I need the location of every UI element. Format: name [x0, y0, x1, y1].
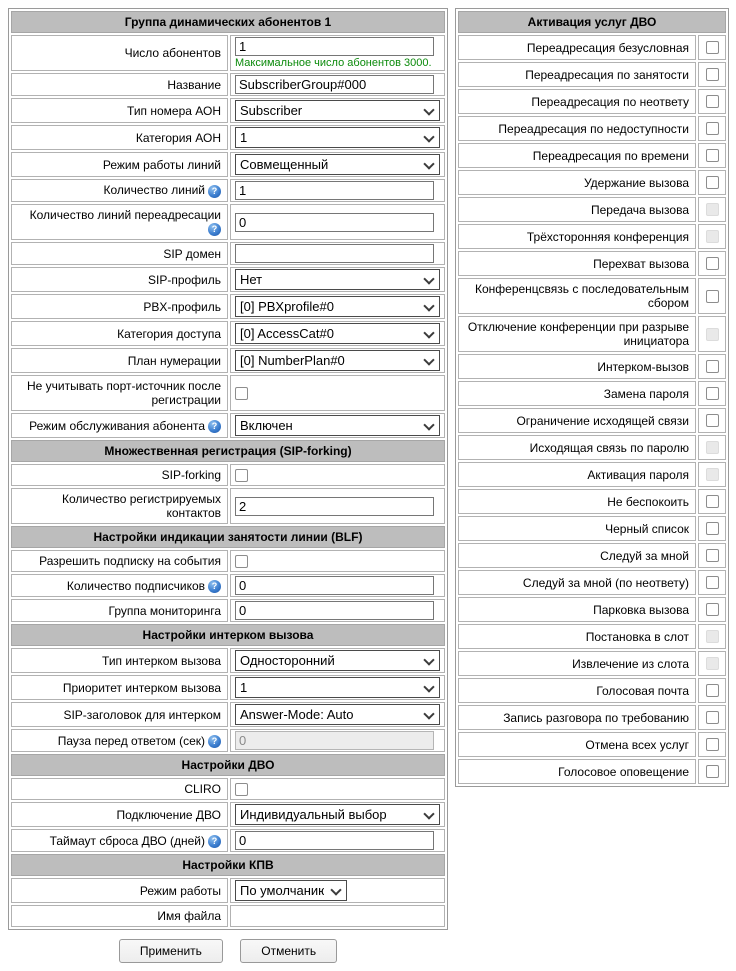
service-row: [458, 35, 726, 60]
service-label: Постановка в слот: [585, 629, 689, 644]
service-checkbox[interactable]: [706, 95, 719, 108]
service-checkbox[interactable]: [706, 414, 719, 427]
service-label: Отключение конференции при разрыве инициатора: [467, 320, 689, 348]
sip-profile-label: SIP-профиль: [147, 272, 221, 287]
subscriber-count-label: Число абонентов: [124, 46, 221, 60]
lines-mode-label: Режим работы линий: [102, 157, 221, 172]
service-checkbox[interactable]: [706, 290, 719, 303]
service-checkbox: [706, 630, 719, 643]
service-label: Исходящая связь по паролю: [529, 440, 689, 455]
form-actions: [8, 939, 448, 963]
dvo-services-title: Активация услуг ДВО: [458, 11, 726, 33]
help-icon[interactable]: [208, 835, 221, 848]
row-work-mode: [11, 878, 445, 903]
subscriber-group-form: [8, 8, 448, 930]
service-checkbox[interactable]: [706, 738, 719, 751]
service-row: [458, 678, 726, 703]
service-row: [458, 516, 726, 541]
row-sip-profile: [11, 267, 445, 292]
row-dvo-reset-timeout: [11, 829, 445, 852]
intercom-sip-header-label: SIP-заголовок для интерком: [63, 707, 221, 722]
intercom-priority-select[interactable]: [235, 677, 440, 698]
dvo-services-table: [455, 8, 729, 787]
row-sip-domain: [11, 242, 445, 265]
answer-pause-input: [235, 731, 434, 750]
access-category-label: Категория доступа: [117, 326, 221, 341]
lines-count-label: Количество линий: [103, 183, 205, 198]
aon-category-select[interactable]: [235, 127, 440, 148]
number-plan-label: План нумерации: [127, 353, 221, 368]
service-checkbox[interactable]: [706, 522, 719, 535]
service-checkbox[interactable]: [706, 68, 719, 81]
name-input[interactable]: [235, 75, 434, 94]
row-lines-count: [11, 179, 445, 202]
service-row: [458, 570, 726, 595]
access-category-select[interactable]: [235, 323, 440, 344]
ignore-source-port-label: Не учитывать порт-источник после регистрации: [26, 379, 221, 408]
service-row: [458, 759, 726, 784]
service-row: [458, 624, 726, 649]
service-label: Замена пароля: [603, 386, 689, 401]
service-checkbox[interactable]: [706, 495, 719, 508]
lines-mode-select[interactable]: [235, 154, 440, 175]
row-cliro: [11, 778, 445, 800]
row-allow-subscription: [11, 550, 445, 572]
service-label: Переадресация безусловная: [526, 40, 689, 55]
service-label: Удержание вызова: [583, 175, 689, 190]
row-number-plan: [11, 348, 445, 373]
number-plan-select[interactable]: [235, 350, 440, 371]
sip-forking-section-title: Множественная регистрация (SIP-forking): [11, 440, 445, 462]
service-label: Черный список: [605, 521, 689, 536]
row-contacts-count: [11, 488, 445, 524]
service-row: [458, 462, 726, 487]
service-label: Переадресация по неответу: [531, 94, 689, 109]
service-row: [458, 278, 726, 314]
service-label: Следуй за мной (по неответу): [522, 575, 689, 590]
subscribers-count-label: Количество подписчиков: [66, 578, 205, 593]
row-intercom-type: [11, 648, 445, 673]
sip-forking-checkbox[interactable]: [235, 469, 248, 482]
service-label: Следуй за мной: [600, 548, 689, 563]
service-label: Передача вызова: [590, 202, 689, 217]
sip-domain-label: SIP домен: [163, 246, 221, 261]
monitoring-group-label: Группа мониторинга: [108, 603, 221, 618]
row-aon-type: [11, 98, 445, 123]
service-row: [458, 705, 726, 730]
service-checkbox[interactable]: [706, 711, 719, 724]
service-checkbox[interactable]: [706, 257, 719, 270]
pbx-profile-label: PBX-профиль: [143, 299, 221, 314]
help-icon[interactable]: [208, 185, 221, 198]
service-checkbox: [706, 468, 719, 481]
subscriber-count-input[interactable]: [235, 37, 434, 56]
service-row: [458, 435, 726, 460]
service-label: Переадресация по занятости: [525, 67, 689, 82]
answer-pause-label: Пауза перед ответом (сек): [57, 733, 205, 748]
contacts-count-label: Количество регистрируемых контактов: [61, 492, 221, 521]
service-row: [458, 732, 726, 757]
intercom-type-label: Тип интерком вызова: [102, 653, 221, 668]
cancel-button[interactable]: Отменить: [240, 939, 337, 963]
forward-lines-count-input[interactable]: [235, 213, 434, 232]
service-label: Парковка вызова: [593, 602, 689, 617]
file-name-label: Имя файла: [157, 909, 221, 924]
ignore-source-port-checkbox[interactable]: [235, 387, 248, 400]
service-checkbox[interactable]: [706, 149, 719, 162]
service-label: Интерком-вызов: [597, 359, 689, 374]
service-checkbox[interactable]: [706, 387, 719, 400]
subscribers-count-input[interactable]: [235, 576, 434, 595]
right-column: [455, 8, 729, 787]
dvo-connection-select[interactable]: [235, 804, 440, 825]
subscriber-service-mode-select[interactable]: [235, 415, 440, 436]
row-access-category: [11, 321, 445, 346]
subscriber-count-hint: Максимальное число абонентов 3000.: [235, 57, 432, 69]
dvo-connection-label: Подключение ДВО: [116, 807, 221, 822]
apply-button[interactable]: Применить: [119, 939, 223, 963]
services-body: [458, 11, 726, 784]
row-monitoring-group: [11, 599, 445, 622]
service-label: Извлечение из слота: [572, 656, 689, 671]
service-row: [458, 170, 726, 195]
row-forward-lines-count: [11, 204, 445, 240]
service-checkbox[interactable]: [706, 684, 719, 697]
row-subscriber-count: [11, 35, 445, 71]
service-label: Переадресация по времени: [532, 148, 689, 163]
aon-type-label: Тип номера АОН: [127, 103, 221, 118]
service-checkbox: [706, 328, 719, 341]
service-checkbox[interactable]: [706, 576, 719, 589]
row-ignore-source-port: [11, 375, 445, 411]
blf-section-title: Настройки индикации занятости линии (BLF): [11, 526, 445, 548]
service-checkbox[interactable]: [706, 176, 719, 189]
pbx-profile-select[interactable]: [235, 296, 440, 317]
service-checkbox: [706, 203, 719, 216]
help-icon[interactable]: [208, 420, 221, 433]
service-row: [458, 116, 726, 141]
service-label: Активация пароля: [587, 467, 689, 482]
service-checkbox[interactable]: [706, 603, 719, 616]
help-icon[interactable]: [208, 735, 221, 748]
allow-subscription-checkbox[interactable]: [235, 555, 248, 568]
sip-forking-label: SIP-forking: [161, 468, 221, 483]
left-column: [8, 8, 448, 963]
service-row: [458, 381, 726, 406]
work-mode-select[interactable]: [235, 880, 347, 901]
service-row: [458, 597, 726, 622]
subscriber-service-mode-label: Режим обслуживания абонента: [29, 418, 205, 433]
monitoring-group-input[interactable]: [235, 601, 434, 620]
service-row: [458, 489, 726, 514]
service-checkbox[interactable]: [706, 41, 719, 54]
contacts-count-input[interactable]: [235, 497, 434, 516]
service-row: [458, 62, 726, 87]
service-label: Запись разговора по требованию: [503, 710, 689, 725]
service-row: [458, 251, 726, 276]
service-row: [458, 89, 726, 114]
service-row: [458, 224, 726, 249]
cliro-label: CLIRO: [184, 782, 221, 797]
row-sip-forking: [11, 464, 445, 486]
row-name: [11, 73, 445, 96]
row-lines-mode: [11, 152, 445, 177]
work-mode-label: Режим работы: [139, 883, 221, 898]
row-aon-category: [11, 125, 445, 150]
service-checkbox: [706, 441, 719, 454]
file-name-cell: [230, 905, 445, 927]
intercom-section-title: Настройки интерком вызова: [11, 624, 445, 646]
row-subscribers-count: [11, 574, 445, 597]
service-row: [458, 543, 726, 568]
service-checkbox[interactable]: [706, 360, 719, 373]
intercom-priority-label: Приоритет интерком вызова: [62, 680, 221, 695]
service-row: [458, 197, 726, 222]
dvo-section-title: Настройки ДВО: [11, 754, 445, 776]
dvo-reset-timeout-label: Таймаут сброса ДВО (дней): [49, 833, 205, 848]
intercom-type-select[interactable]: [235, 650, 440, 671]
service-row: [458, 143, 726, 168]
group-title: Группа динамических абонентов 1: [11, 11, 445, 33]
dvo-reset-timeout-input[interactable]: [235, 831, 434, 850]
kpv-section-title: Настройки КПВ: [11, 854, 445, 876]
row-file-name: [11, 905, 445, 927]
help-icon[interactable]: [208, 223, 221, 236]
service-checkbox: [706, 657, 719, 670]
sip-profile-select[interactable]: [235, 269, 440, 290]
lines-count-input[interactable]: [235, 181, 434, 200]
service-checkbox[interactable]: [706, 765, 719, 778]
row-intercom-sip-header: [11, 702, 445, 727]
aon-type-select[interactable]: [235, 100, 440, 121]
sip-domain-input[interactable]: [235, 244, 434, 263]
row-answer-pause: [11, 729, 445, 752]
aon-category-label: Категория АОН: [135, 130, 221, 145]
service-row: [458, 651, 726, 676]
intercom-sip-header-select[interactable]: [235, 704, 440, 725]
row-dvo-connection: [11, 802, 445, 827]
service-row: [458, 316, 726, 352]
help-icon[interactable]: [208, 580, 221, 593]
row-subscriber-service-mode: [11, 413, 445, 438]
service-label: Ограничение исходящей связи: [516, 413, 689, 428]
service-label: Перехват вызова: [593, 256, 689, 271]
service-label: Голосовая почта: [596, 683, 689, 698]
service-row: [458, 408, 726, 433]
name-label: Название: [167, 77, 221, 92]
service-row: [458, 354, 726, 379]
service-label: Переадресация по недоступности: [498, 121, 689, 136]
forward-lines-count-label: Количество линий переадресации: [29, 208, 221, 222]
service-checkbox[interactable]: [706, 549, 719, 562]
service-checkbox: [706, 230, 719, 243]
service-label: Отмена всех услуг: [585, 737, 689, 752]
service-label: Голосовое оповещение: [558, 764, 689, 779]
row-intercom-priority: [11, 675, 445, 700]
service-checkbox[interactable]: [706, 122, 719, 135]
row-pbx-profile: [11, 294, 445, 319]
service-label: Конференцсвязь с последовательным сбором: [474, 282, 689, 310]
service-label: Трёхсторонняя конференция: [526, 229, 689, 244]
service-label: Не беспокоить: [607, 494, 689, 509]
cliro-checkbox[interactable]: [235, 783, 248, 796]
allow-subscription-label: Разрешить подписку на события: [39, 554, 221, 569]
